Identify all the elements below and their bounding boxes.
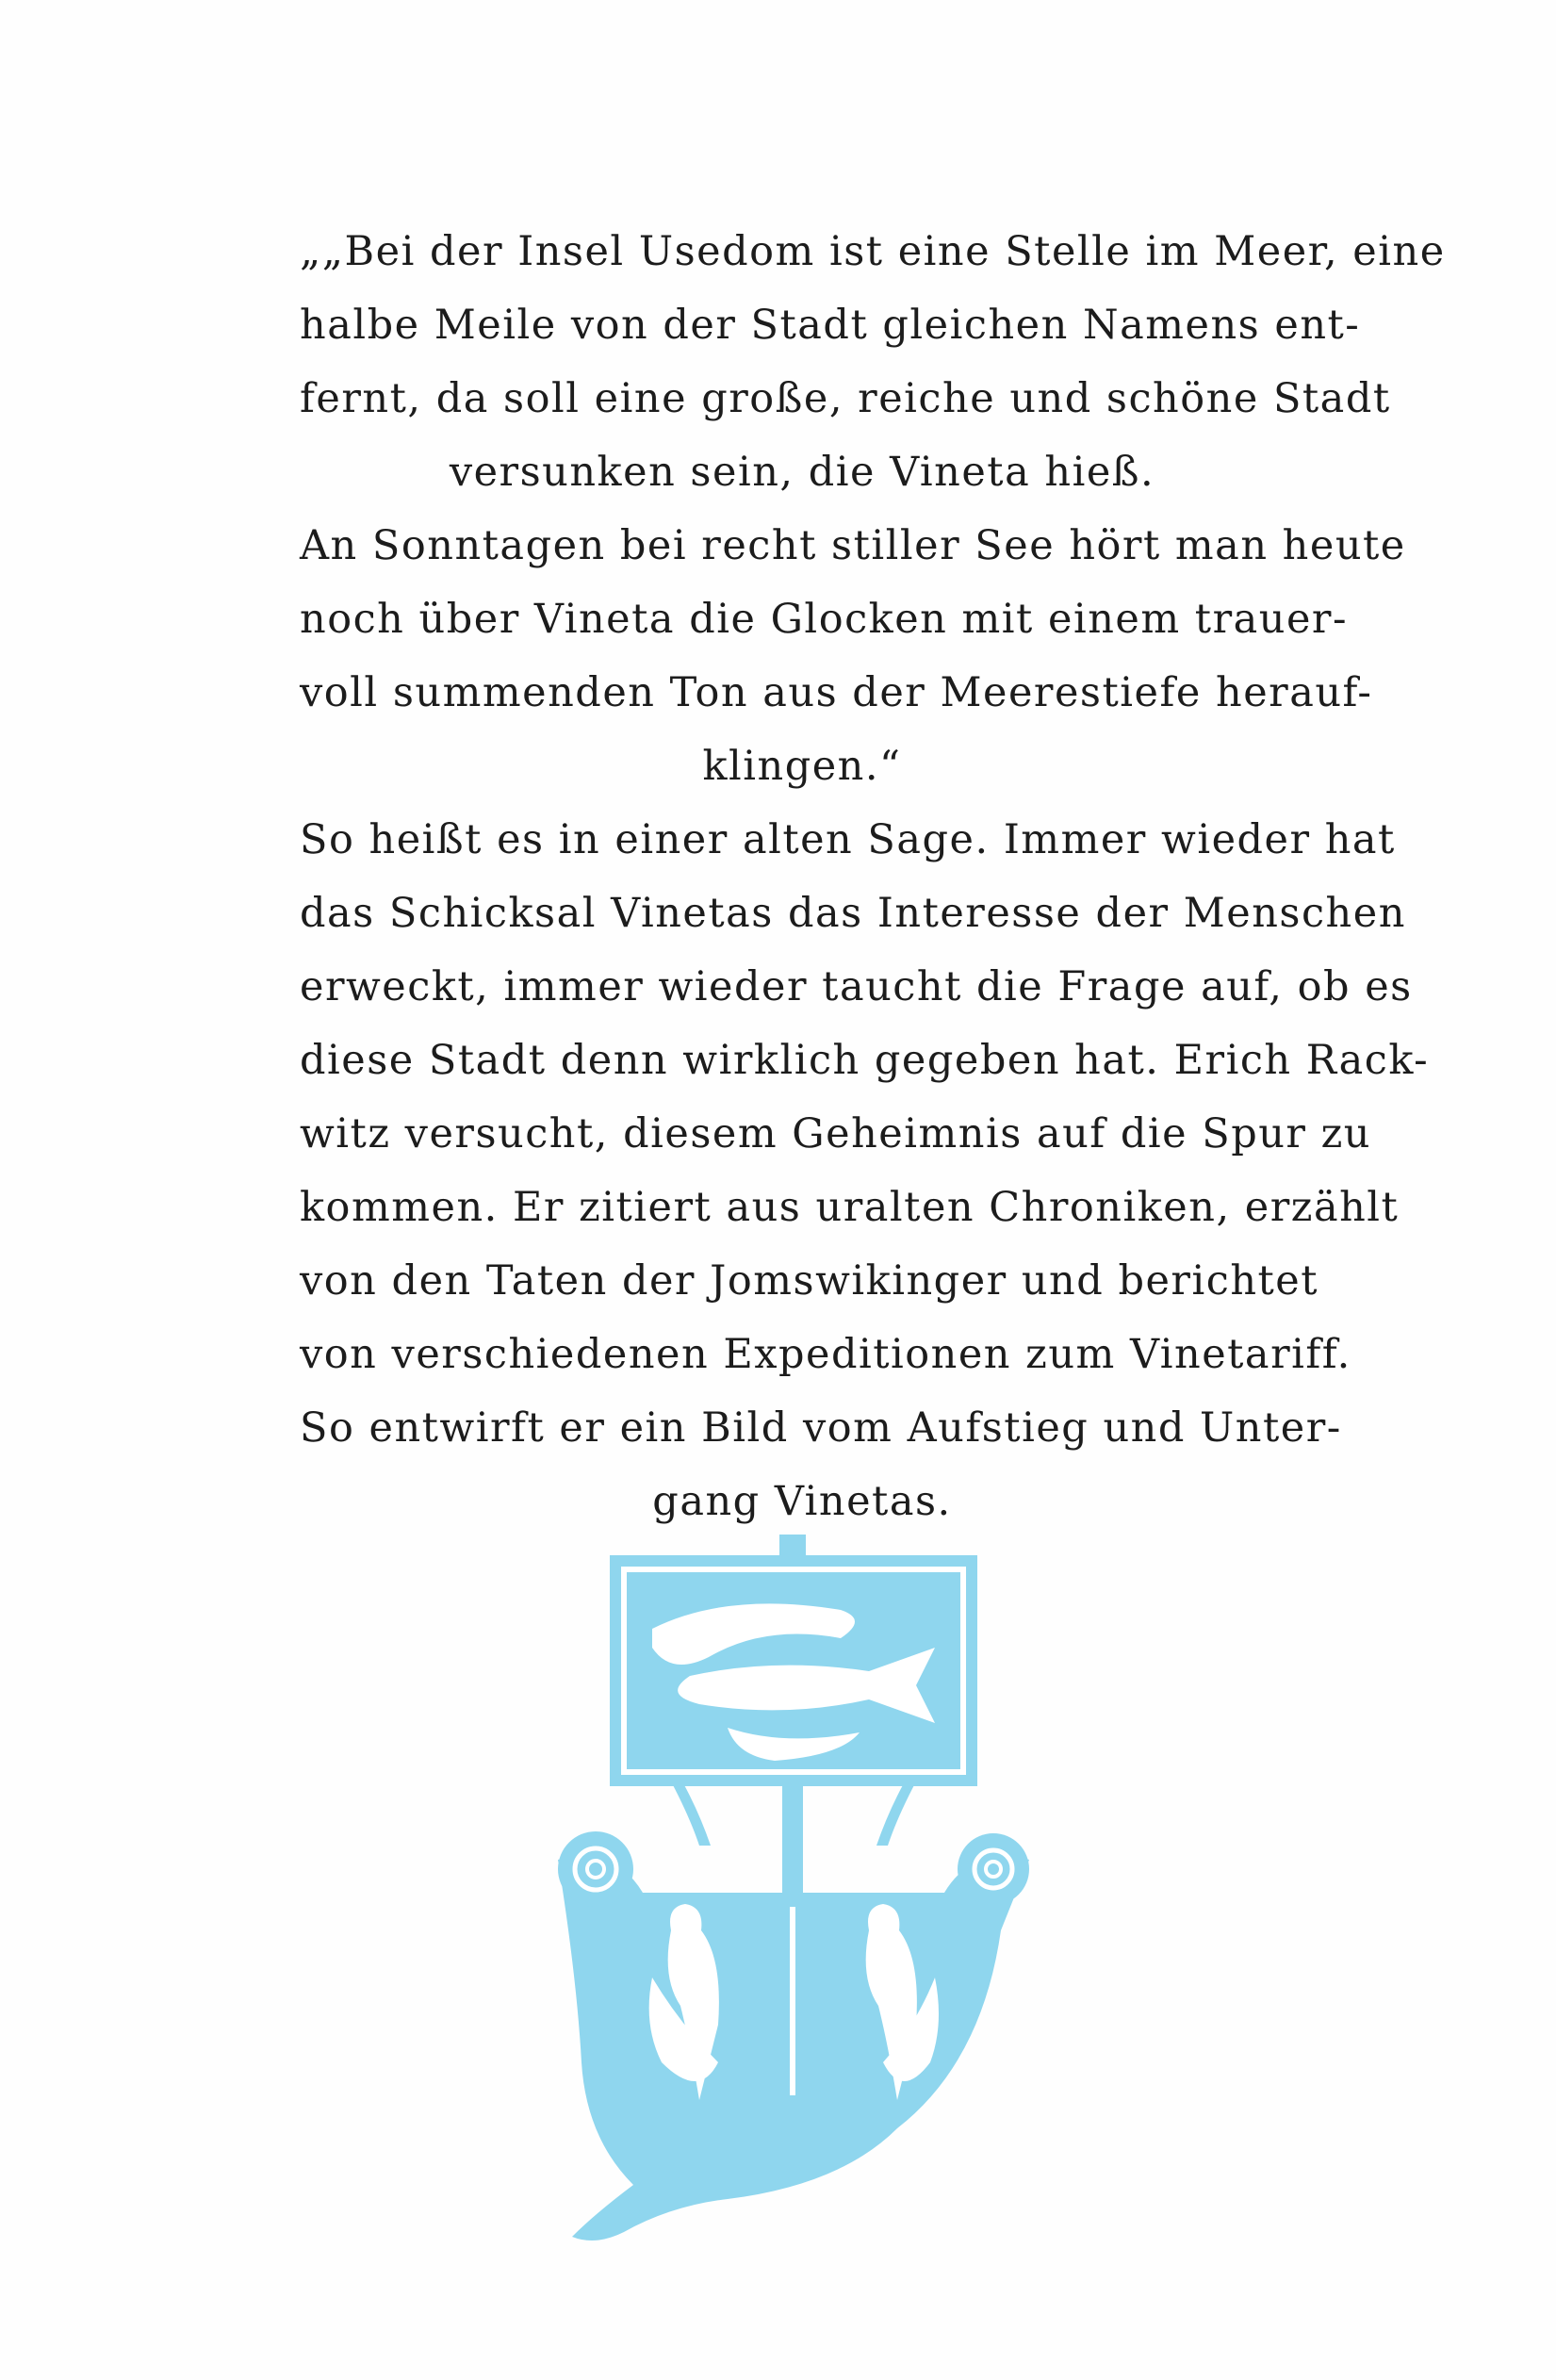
text-line: voll summenden Ton aus der Meerestiefe herauf- xyxy=(300,669,1373,716)
text-line: erweckt, immer wieder taucht die Frage auf, ob es xyxy=(300,963,1413,1010)
text-line: kommen. Er zitiert aus uralten Chroniken, erzählt xyxy=(300,1184,1400,1231)
viking-ship-with-fish-sail-icon xyxy=(558,1535,1029,2251)
text-line: das Schicksal Vinetas das Interesse der Menschen xyxy=(300,890,1406,937)
vignette-fill xyxy=(558,1535,1029,2240)
blurb-text xyxy=(300,215,1446,1538)
text-line: An Sonntagen bei recht stiller See hört man heute xyxy=(300,522,1406,569)
text-line: von den Taten der Jomswikinger und berichtet xyxy=(300,1257,1319,1305)
text-line: versunken sein, die Vineta hieß. xyxy=(449,449,1155,496)
text-line: diese Stadt denn wirklich gegeben hat. Erich Rack- xyxy=(300,1037,1430,1084)
text-line: So entwirft er ein Bild vom Aufstieg und Unter- xyxy=(300,1404,1342,1452)
text-line: „„Bei der Insel Usedom ist eine Stelle im Meer, eine xyxy=(300,228,1446,275)
text-line: fernt, da soll eine große, reiche und schöne Stadt xyxy=(300,375,1391,422)
text-line: halbe Meile von der Stadt gleichen Namens ent- xyxy=(300,302,1361,349)
text-line: So heißt es in einer alten Sage. Immer wieder hat xyxy=(300,816,1396,863)
text-line: gang Vinetas. xyxy=(652,1478,952,1525)
text-line: von verschiedenen Expeditionen zum Vinetariff. xyxy=(300,1331,1351,1378)
text-line: noch über Vineta die Glocken mit einem trauer- xyxy=(300,596,1348,643)
text-line: witz versucht, diesem Geheimnis auf die Spur zu xyxy=(300,1110,1371,1157)
text-line: klingen.“ xyxy=(702,743,902,790)
